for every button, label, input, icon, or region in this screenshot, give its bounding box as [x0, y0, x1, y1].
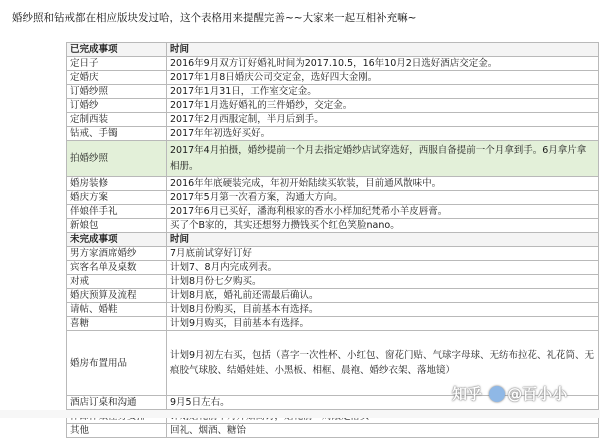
table-row: [67, 219, 599, 233]
post-caption: 婚纱照和钻戒都在相应版块发过哈，这个表格用来提醒完善~~大家来一起互相补充嘛~: [12, 12, 417, 24]
table-row: [67, 247, 599, 261]
table-row: [67, 127, 599, 141]
header-cell-time[interactable]: 时间: [167, 233, 599, 247]
table-row: [67, 261, 599, 275]
cell-item[interactable]: 喜糖: [67, 317, 167, 331]
header-cell-time[interactable]: 时间: [167, 43, 599, 57]
cell-item[interactable]: 宾客名单及桌数: [67, 261, 167, 275]
table-row: [67, 317, 599, 331]
table-row: [67, 85, 599, 99]
section-header-row: [67, 233, 599, 247]
cell-time[interactable]: 计划8月底，婚礼前还需最后确认。: [167, 289, 599, 303]
cell-item[interactable]: 伴娘伴手礼: [67, 205, 167, 219]
cell-time[interactable]: 买了个B家的，其实还想努力攒钱买个红色笑脸nano。: [167, 219, 599, 233]
section-header-row: [67, 43, 599, 57]
watermark-user: 百小小: [522, 385, 568, 403]
table-row: [67, 113, 599, 127]
cell-time[interactable]: 2017年6月已买好，潘海利根家的香水小样加纪梵希小羊皮唇膏。: [167, 205, 599, 219]
cell-time[interactable]: 计划8月份七夕购买。: [167, 275, 599, 289]
cell-item[interactable]: 新娘包: [67, 219, 167, 233]
cell-item[interactable]: 其他: [67, 424, 167, 438]
table-row: [67, 141, 599, 177]
table-row: [67, 289, 599, 303]
cell-time[interactable]: 2017年5月第一次看方案，沟通大方向。: [167, 191, 599, 205]
cell-time[interactable]: 2017年1月31日，工作室交定金。: [167, 85, 599, 99]
cell-item[interactable]: 婚房装修: [67, 177, 167, 191]
cell-time[interactable]: 计划9月购买，目前基本有选择。: [167, 317, 599, 331]
cell-item[interactable]: 请帖、婚鞋: [67, 303, 167, 317]
wedding-checklist-table: [66, 42, 599, 438]
watermark-brand: 知乎: [452, 385, 483, 403]
cell-item[interactable]: 婚房布置用品: [67, 331, 167, 396]
cell-time[interactable]: 计划9月初左右买，包括（喜字一次性杯、小红包、窗花门贴、气球字母球、无纺布拉花、礼花筒、无痕胶气球胶、结婚娃娃、小黑板、相框、晨袍、婚纱衣架、落地镜）: [167, 331, 599, 396]
cell-time[interactable]: 2017年2月西服定制，半月后到手。: [167, 113, 599, 127]
table-row: [67, 71, 599, 85]
cell-time[interactable]: 9月5日左右。: [167, 396, 599, 410]
header-cell-item[interactable]: 已完成事项: [67, 43, 167, 57]
table-row: [67, 57, 599, 71]
cell-time[interactable]: 2017年1月选好婚礼的三件婚纱，交定金。: [167, 99, 599, 113]
table-row: [67, 205, 599, 219]
cell-time[interactable]: 回礼、烟酒、糖饴: [167, 424, 599, 438]
table-row: [67, 303, 599, 317]
cell-item[interactable]: 钻戒、手镯: [67, 127, 167, 141]
table-row: [67, 99, 599, 113]
table-row: [67, 424, 599, 438]
cell-item[interactable]: 拍婚纱照: [67, 141, 167, 177]
cell-time[interactable]: 2017年年初选好买好。: [167, 127, 599, 141]
cell-item[interactable]: 定婚庆: [67, 71, 167, 85]
cell-time[interactable]: 计划7、8月内完成列表。: [167, 261, 599, 275]
watermark-at: @: [507, 385, 523, 403]
cell-item[interactable]: 男方家酒席婚纱: [67, 247, 167, 261]
cell-item[interactable]: 对戒: [67, 275, 167, 289]
cell-time[interactable]: 2016年9月双方订好婚礼时间为2017.10.5，16年10月2日选好酒店交定金。: [167, 57, 599, 71]
cell-item[interactable]: 定制西装: [67, 113, 167, 127]
cell-item[interactable]: 婚庆预算及流程: [67, 289, 167, 303]
table-row: [67, 275, 599, 289]
cell-time[interactable]: 7月底前试穿好订好: [167, 247, 599, 261]
table-row: [67, 191, 599, 205]
table-row: [67, 177, 599, 191]
cell-item[interactable]: 定日子: [67, 57, 167, 71]
zhihu-watermark: [452, 384, 567, 404]
cell-item[interactable]: 订婚纱: [67, 99, 167, 113]
cell-item[interactable]: 婚庆方案: [67, 191, 167, 205]
cell-time[interactable]: 2017年1月8日婚庆公司交定金，选好四大金刚。: [167, 71, 599, 85]
cell-item[interactable]: 订婚纱照: [67, 85, 167, 99]
cell-time[interactable]: 计划8月份购买，目前基本有选择。: [167, 303, 599, 317]
cell-time[interactable]: 2017年4月拍摄，婚纱提前一个月去指定婚纱店试穿选好，西服自备提前一个月拿到手。6月拿片拿相册。: [167, 141, 599, 177]
cell-item[interactable]: 酒店订桌和沟通: [67, 396, 167, 410]
cell-time[interactable]: 2016年年底硬装完成，年初开始陆续买软装，目前通风散味中。: [167, 177, 599, 191]
header-cell-item[interactable]: 未完成事项: [67, 233, 167, 247]
bottom-edge: [0, 410, 600, 418]
avatar-icon: [489, 386, 505, 402]
